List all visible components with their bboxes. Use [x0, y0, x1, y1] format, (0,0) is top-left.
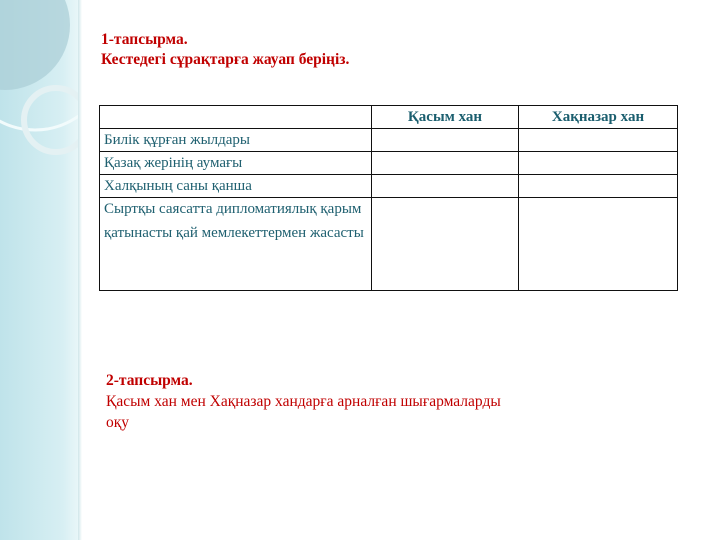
answer-cell-haknazar[interactable] [519, 198, 678, 291]
task2-instruction: Қасым хан мен Хақназар хандарға арналған шығармаларды оқу [106, 393, 501, 431]
task2 [106, 370, 526, 433]
header-haknazar: Хақназар хан [519, 106, 678, 129]
header-kasym: Қасым хан [372, 106, 519, 129]
task1-instruction: Кестедегі сұрақтарға жауап беріңіз. [101, 51, 350, 68]
task1-title: 1-тапсырма. [101, 31, 188, 48]
answer-cell-kasym[interactable] [372, 152, 519, 175]
answer-table [99, 105, 678, 291]
task1 [101, 30, 349, 70]
task2-title: 2-тапсырма. [106, 372, 193, 389]
answer-cell-haknazar[interactable] [519, 152, 678, 175]
decorative-circle-icon [0, 0, 70, 90]
answer-cell-haknazar[interactable] [519, 129, 678, 152]
question-cell: Қазақ жерінің аумағы [100, 152, 372, 175]
answer-cell-kasym[interactable] [372, 175, 519, 198]
answer-cell-kasym[interactable] [372, 129, 519, 152]
answer-cell-haknazar[interactable] [519, 175, 678, 198]
table-header-row [100, 106, 678, 129]
table-row [100, 152, 678, 175]
table-row [100, 198, 678, 291]
header-empty [100, 106, 372, 129]
answer-cell-kasym[interactable] [372, 198, 519, 291]
question-cell: Халқының саны қанша [100, 175, 372, 198]
question-cell: Билік құрған жылдары [100, 129, 372, 152]
decorative-circles-icon [0, 0, 78, 540]
strip-edge-divider [78, 0, 82, 540]
table-row [100, 175, 678, 198]
table-row [100, 129, 678, 152]
decorative-side-strip [0, 0, 78, 540]
question-cell: Сыртқы саясатта дипломатиялық қарым қатынасты қай мемлекеттермен жасасты [100, 198, 372, 291]
